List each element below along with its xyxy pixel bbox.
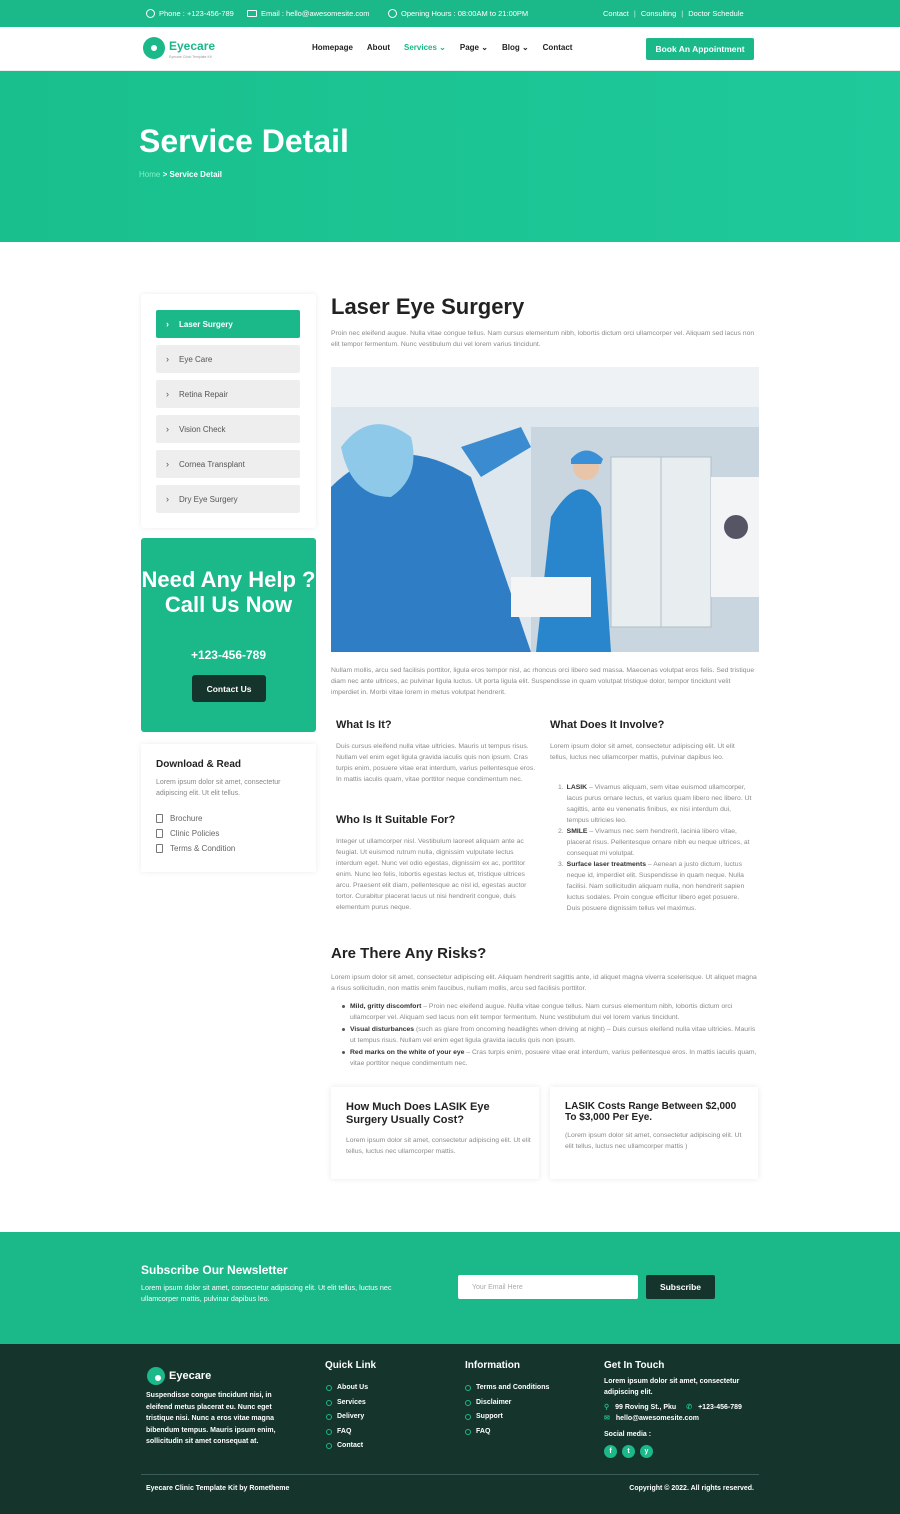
contact-row — [604, 1402, 749, 1413]
information-links — [465, 1381, 549, 1439]
sidebar-item-laser-surgery[interactable]: › Laser Surgery — [156, 310, 300, 338]
quick-links — [326, 1381, 368, 1454]
pdf-file-icon — [156, 814, 163, 823]
circle-bullet-icon — [326, 1414, 332, 1420]
service-title: Laser Eye Surgery — [331, 294, 525, 319]
nav-menu — [312, 43, 572, 52]
footer-divider — [141, 1474, 759, 1475]
chevron-down-icon: ⌄ — [481, 43, 488, 52]
what-title: What Is It? — [336, 719, 392, 731]
footer-address: 99 Roving St., Pku — [615, 1404, 677, 1411]
involve-title: What Does It Involve? — [550, 719, 665, 731]
service-description: Nullam mollis, arcu sed facilisis porttitor, ligula eros tempor nisl, ac rhoncus orci libero sed massa. Maecenas volutpat eros felis. Sed tristique diam nec ante ultrices, ac pulvinar ligula luctus. Ut porta ligula elit. Suspendisse in quam volutpat tristique dolor, tempor tincidunt velit imperdiet in. Morbi vitae lorem in metus volutpat hendrerit. — [331, 667, 755, 696]
footer-phone[interactable]: +123-456-789 — [698, 1404, 742, 1411]
footer-link-support[interactable]: Support — [465, 1410, 549, 1425]
topbar-separator: | — [633, 9, 636, 18]
list-item: Visual disturbances (such as glare from oncoming headlights when driving at night) – Duis cursus eleifend nulla vitae ultricies. Mauris ut tempus risus. Nullam vel enim eget ligula gravida iaculis quis non ipsum. — [350, 1024, 758, 1046]
get-in-touch — [604, 1376, 749, 1458]
newsletter-title: Subscribe Our Newsletter — [141, 1263, 288, 1277]
nav-homepage[interactable]: Homepage — [312, 43, 353, 52]
sidebar-item-eye-care[interactable]: › Eye Care — [156, 345, 300, 373]
topbar-hours: Opening Hours : 08:00AM to 21:00PM — [388, 9, 528, 18]
social-icons — [604, 1445, 749, 1458]
surgery-photo-illustration — [331, 367, 759, 652]
eye-logo-icon — [147, 1367, 165, 1385]
involve-text: Lorem ipsum dolor sit amet, consectetur adipiscing elit. Ut elit tellus, luctus nec ullamcorper mattis, pulvinar dapibus leo. — [550, 743, 735, 761]
footer-link-services[interactable]: Services — [326, 1396, 368, 1411]
page-hero — [0, 71, 900, 242]
download-box — [141, 744, 316, 872]
chevron-right-icon: › — [166, 494, 169, 504]
risks-list — [350, 1001, 758, 1070]
download-text: Lorem ipsum dolor sit amet, consectetur adipiscing elit. Ut elit tellus. — [156, 779, 281, 797]
nav-page[interactable]: Page ⌄ — [459, 43, 488, 52]
contact-us-button[interactable]: Contact Us — [192, 675, 266, 702]
footer-copyright: Copyright © 2022. All rights reserved. — [629, 1485, 754, 1492]
sidebar-item-vision-check[interactable]: › Vision Check — [156, 415, 300, 443]
circle-bullet-icon — [465, 1400, 471, 1406]
chevron-right-icon: › — [166, 389, 169, 399]
location-pin-icon: ⚲ — [604, 1404, 610, 1411]
footer-link-delivery[interactable]: Delivery — [326, 1410, 368, 1425]
list-item: 3. Surface laser treatments – Aenean a justo dictum, luctus neque id, imperdiet elit. Suspendisse in quam neque. Nulla facilisi. Nam sollicitudin aliquam nulla, non hendrerit sapien luctus sodales. Proin congue efficitur libero eget posuere. Duis posuere dignissim tellus vel maximus. — [558, 861, 745, 912]
circle-bullet-icon — [326, 1385, 332, 1391]
footer-link-about[interactable]: About Us — [326, 1381, 368, 1396]
footer-link-terms[interactable]: Terms and Conditions — [465, 1381, 549, 1396]
services-sidebar — [141, 294, 316, 528]
involve-list — [558, 782, 754, 914]
facebook-icon[interactable]: f — [604, 1445, 617, 1458]
logo[interactable] — [143, 37, 215, 59]
nav-contact[interactable]: Contact — [542, 43, 573, 52]
topbar-link-doctor-schedule[interactable]: Doctor Schedule — [688, 9, 744, 18]
topbar-phone: Phone : +123-456-789 — [146, 9, 234, 18]
list-item: Mild, gritty discomfort – Proin nec eleifend augue. Nulla vitae congue tellus. Nam cursus elementum nibh, lobortis dictum orci ullamcorper vel. Aliquam sed lacus non elit tempor fermentum. Nunc vestibulum dui vel lorem varius tincidunt. — [350, 1001, 758, 1023]
social-label: Social media : — [604, 1431, 652, 1438]
breadcrumb-home[interactable]: Home — [139, 170, 161, 179]
newsletter-email-input[interactable]: Your Email Here — [458, 1275, 638, 1299]
main-nav — [0, 27, 900, 71]
cost-range-title: LASIK Costs Range Between $2,000 To $3,000 Per Eye. — [565, 1101, 737, 1123]
pdf-file-icon — [156, 844, 163, 853]
what-text: Duis cursus eleifend nulla vitae ultricies. Mauris ut tempus risus. Nullam vel enim eget ligula gravida iaculis quis non ipsum. Cras turpis enim, posuere vitae erat interdum, varius pellentesque eros. In mattis iaculis quam, vitae porttitor neque condimentum nec. — [336, 743, 536, 783]
help-title: Need Any Help ? Call Us Now — [141, 567, 316, 617]
cost-card — [331, 1087, 539, 1179]
chevron-right-icon: › — [166, 424, 169, 434]
footer-email[interactable]: hello@awesomesite.com — [615, 1415, 699, 1422]
topbar-link-consulting[interactable]: Consulting — [640, 9, 677, 18]
email-row — [604, 1413, 749, 1424]
youtube-icon[interactable]: y — [640, 1445, 653, 1458]
topbar-email[interactable]: Email : hello@awesomesite.com — [247, 9, 370, 18]
footer-link-disclaimer[interactable]: Disclaimer — [465, 1396, 549, 1411]
cost-card-text: Lorem ipsum dolor sit amet, consectetur adipiscing elit. Ut elit tellus, luctus nec ullamcorper mattis. — [346, 1137, 531, 1155]
cost-card-title: How Much Does LASIK Eye Surgery Usually Cost? — [346, 1101, 490, 1126]
help-cta-box — [141, 538, 316, 732]
twitter-icon[interactable]: t — [622, 1445, 635, 1458]
touch-text: Lorem ipsum dolor sit amet, consectetur adipiscing elit. — [604, 1378, 740, 1396]
footer-logo[interactable]: Eyecare — [147, 1367, 211, 1385]
get-in-touch-title: Get In Touch — [604, 1360, 665, 1371]
breadcrumb-separator: > — [162, 170, 168, 179]
newsletter-section — [0, 1232, 900, 1344]
service-intro: Proin nec eleifend augue. Nulla vitae congue tellus. Nam cursus elementum nibh, lobortis dictum orci ullamcorper vel. Aliquam sed lacus non elit tempor fermentum. Nunc vestibulum dui vel lorem varius tincidunt. — [331, 330, 755, 348]
chevron-down-icon: ⌄ — [439, 43, 446, 52]
circle-bullet-icon — [326, 1443, 332, 1449]
sidebar-item-dry-eye-surgery[interactable]: › Dry Eye Surgery — [156, 485, 300, 513]
circle-bullet-icon — [326, 1429, 332, 1435]
footer-about: Suspendisse congue tincidunt nisi, in eleifend metus placerat eu. Nunc eget tristique nisi. Nunc a eros vitae magna bibendum tempus. Mauris ipsum enim, sollicitudin sit amet consequat at. — [146, 1392, 276, 1445]
surgery-photo — [331, 367, 759, 652]
risks-text: Lorem ipsum dolor sit amet, consectetur adipiscing elit. Aliquam hendrerit sagittis ante, id aliquet magna viverra scelerisque. Ut aliquet magna a risus sollicitudin, non mattis enim faucibus, nullam mollis, arcu sed facilisis porttitor. — [331, 974, 757, 992]
footer-link-contact[interactable]: Contact — [326, 1439, 368, 1454]
download-title: Download & Read — [156, 759, 242, 770]
who-text: Integer ut ullamcorper nisl. Vestibulum laoreet aliquam ante ac feugiat. Ut euismod rutrum nulla, dignissim vulputate lectus interdum eget. Nunc vel odio egestas, dignissim ex ac, porttitor enim. Nunc leo felis, lobortis egestas lectus et, tristique ultrices arcu. Praesent elit diam, pellentesque ac nisl id, egestas auctor tortor. Curabitur placerat lacus ut nisi hendrerit congue, duis elementum purus neque. — [336, 838, 527, 911]
list-item: 1. LASIK – Vivamus aliquam, sem vitae euismod ullamcorper, lacus purus ornare lectus, et varius quam libero nec libero. Ut sagittis, ante eu venenatis finibus, ex nisi interdum dui, tempus ultricies leo. — [558, 784, 752, 824]
cost-range-text: (Lorem ipsum dolor sit amet, consectetur adipiscing elit. Ut elit tellus, luctus nec ullamcorper mattis ) — [565, 1132, 742, 1150]
mail-icon: ✉ — [604, 1415, 610, 1422]
download-clinic-policies[interactable]: Clinic Policies — [156, 829, 219, 838]
eye-logo-icon — [143, 37, 165, 59]
list-item: 2. SMILE – Vivamus nec sem hendrerit, lacinia libero vitae, placerat risus. Pellentesque ornare nibh eu neque ultrices, at consequat mi volutpat. — [558, 828, 750, 857]
phone-icon — [146, 9, 155, 18]
footer-credit: Eyecare Clinic Template Kit by Rometheme — [146, 1485, 290, 1492]
download-brochure[interactable]: Brochure — [156, 814, 202, 823]
risks-title: Are There Any Risks? — [331, 945, 487, 962]
chevron-right-icon: › — [166, 459, 169, 469]
quick-link-title: Quick Link — [325, 1360, 377, 1371]
subscribe-button[interactable]: Subscribe — [646, 1275, 715, 1299]
chevron-right-icon: › — [166, 319, 169, 329]
newsletter-text: Lorem ipsum dolor sit amet, consectetur adipiscing elit. Ut elit tellus, luctus nec ullamcorper mattis, pulvinar dapibus leo. — [141, 1283, 392, 1303]
footer-link-faq[interactable]: FAQ — [326, 1425, 368, 1440]
phone-icon: ✆ — [686, 1404, 693, 1411]
circle-bullet-icon — [326, 1400, 332, 1406]
breadcrumb-current: Service Detail — [169, 170, 222, 179]
clock-icon — [388, 9, 397, 18]
circle-bullet-icon — [465, 1414, 471, 1420]
mail-icon — [247, 10, 257, 17]
breadcrumb — [139, 170, 222, 179]
help-phone[interactable]: +123-456-789 — [190, 648, 267, 662]
circle-bullet-icon — [465, 1385, 471, 1391]
sidebar-item-retina-repair[interactable]: › Retina Repair — [156, 380, 300, 408]
who-title: Who Is It Suitable For? — [336, 814, 456, 826]
page-title: Service Detail — [139, 123, 349, 159]
circle-bullet-icon — [465, 1429, 471, 1435]
pdf-file-icon — [156, 829, 163, 838]
nav-about[interactable]: About — [366, 43, 391, 52]
book-appointment-button[interactable]: Book An Appointment — [646, 38, 754, 60]
cost-range-card — [550, 1087, 758, 1179]
list-item: Red marks on the white of your eye – Cras turpis enim, posuere vitae erat interdum, varius pellentesque eros. In mattis iaculis quam, vitae porttitor neque condimentum nec. — [350, 1049, 757, 1067]
chevron-right-icon: › — [166, 354, 169, 364]
sidebar-item-cornea-transplant[interactable]: › Cornea Transplant — [156, 450, 300, 478]
chevron-down-icon: ⌄ — [521, 43, 529, 52]
logo-tagline: Eyecare Clinic Template Kit — [169, 55, 212, 59]
logo-name: Eyecare — [169, 39, 216, 53]
information-title: Information — [465, 1360, 520, 1371]
top-bar — [0, 0, 900, 27]
site-footer — [0, 1344, 900, 1514]
download-terms[interactable]: Terms & Condition — [156, 844, 235, 853]
topbar-link-contact[interactable]: Contact — [603, 9, 629, 18]
nav-services[interactable]: Services ⌄ — [404, 43, 446, 52]
footer-link-faq-info[interactable]: FAQ — [465, 1425, 549, 1440]
topbar-separator: | — [681, 9, 684, 18]
nav-blog[interactable]: Blog ⌄ — [501, 43, 529, 52]
